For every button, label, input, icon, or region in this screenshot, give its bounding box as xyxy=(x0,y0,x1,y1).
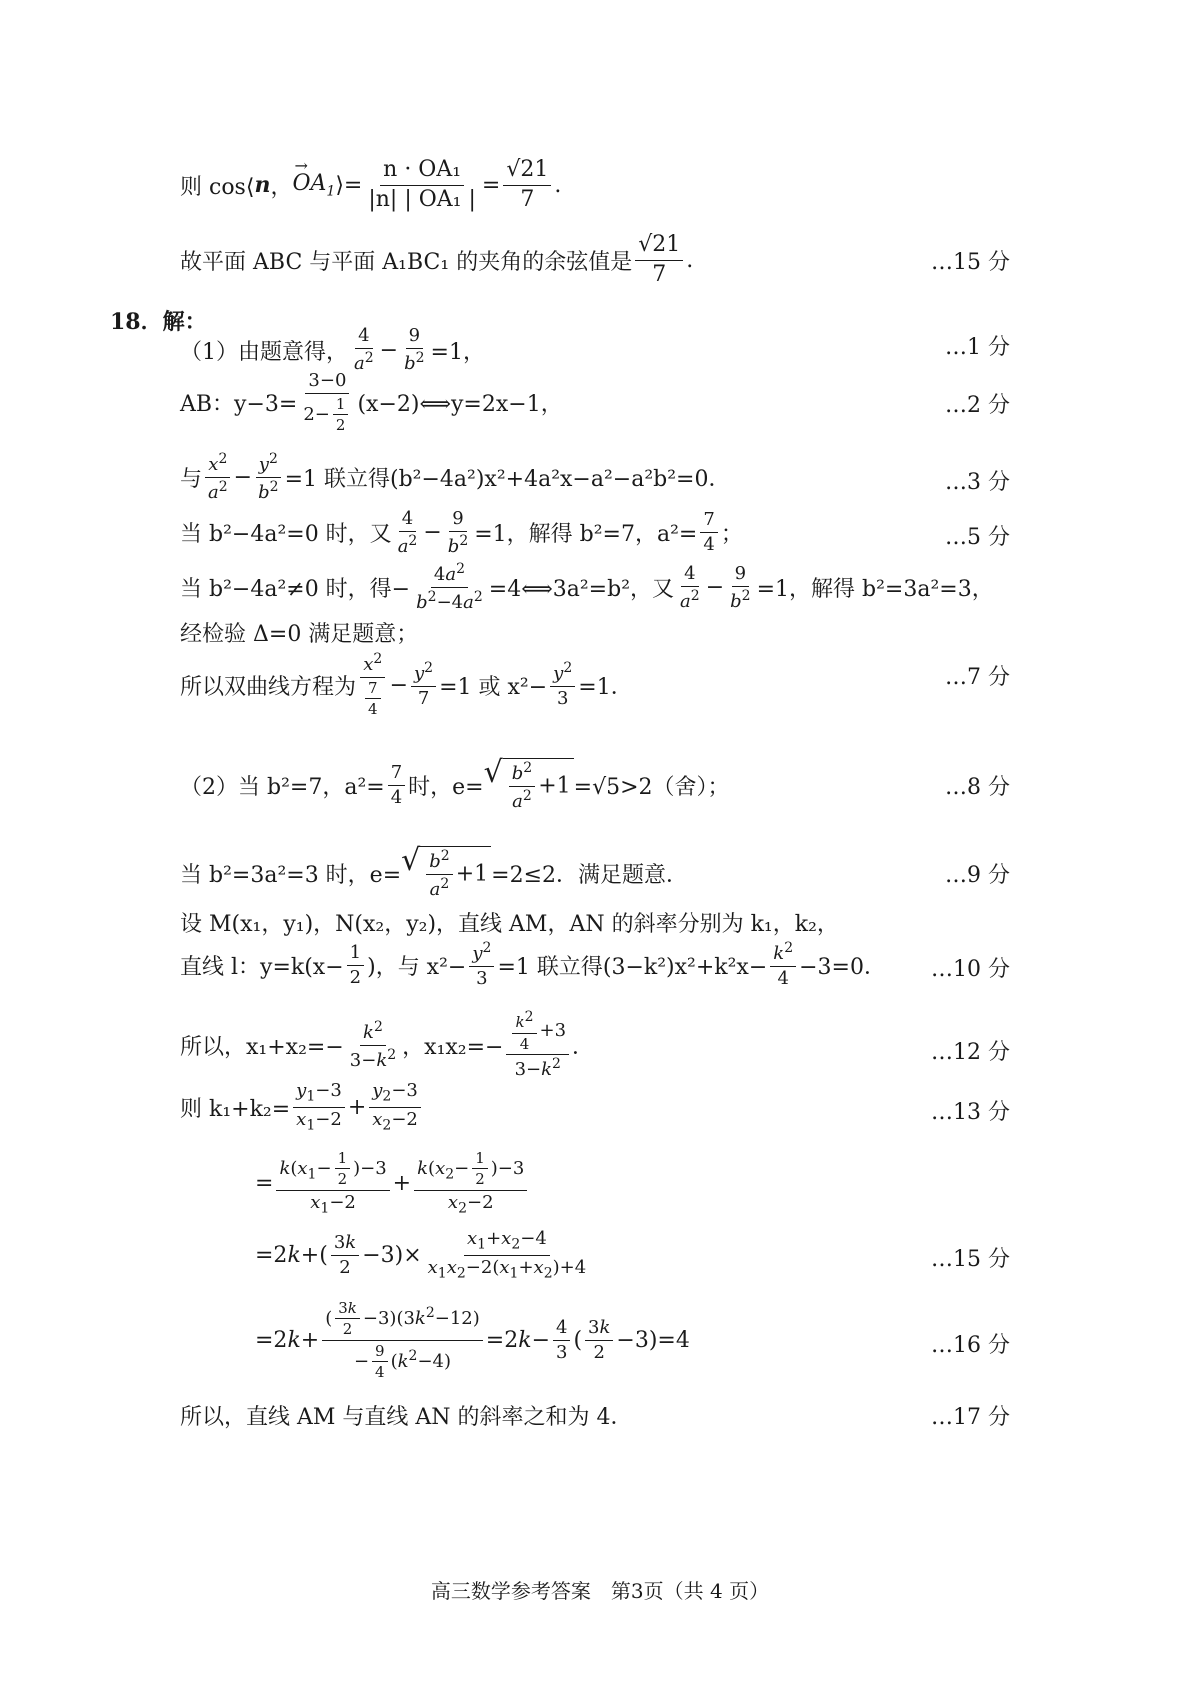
q18-title: 18．解： xyxy=(110,308,207,335)
score-15a: …15 分 xyxy=(931,250,1010,275)
conclusion-value: $\frac{√21}{7}$ xyxy=(635,233,683,286)
score-10: …10 分 xyxy=(931,957,1010,982)
line-5: 当 b²−4a²≠0 时，得− $\frac{4a^2}{b^2-4a^2}$ =4⟺3a²=b²，又 $\frac{4}{a^2}$ − $\frac{9}{b^2}$ =1，解得 b²=3a²=3， xyxy=(180,561,994,613)
line-10: 设 M(x₁，y₁)，N(x₂，y₂)，直线 AM，AN 的斜率分别为 k₁，k₂， xyxy=(180,912,839,937)
score-5: …5 分 xyxy=(945,525,1010,550)
comma: ， xyxy=(270,174,293,200)
line-4: 当 b²−4a²=0 时，又 $\frac{4}{a^2}$ − $\frac{9}{b^2}$ =1，解得 b²=7，a²= $\frac{7}{4}$ ； xyxy=(180,507,743,557)
line-11: 直线 l：y=k(x− $\frac{1}{2}$ )，与 x²− $\frac{y^2}{3}$ =1 联立得(3−k²)x²+k²x− $\frac{k^2}{4}$ −3=0． xyxy=(180,940,886,989)
score-13: …13 分 xyxy=(931,1100,1010,1125)
score-12: …12 分 xyxy=(931,1040,1010,1065)
line-1: （1）由题意得， $\frac{4}{a^2}$ − $\frac{9}{b^2}$ =1， xyxy=(180,325,485,374)
cos-result: $\frac{√21}{7}$ xyxy=(503,158,551,211)
score-2: …2 分 xyxy=(945,393,1010,418)
score-9: …9 分 xyxy=(945,863,1010,888)
score-1: …1 分 xyxy=(945,335,1010,360)
score-17: …17 分 xyxy=(931,1405,1010,1430)
line-6: 经检验 Δ=0 满足题意； xyxy=(180,622,419,647)
line-13: 则 k₁+k₂= $\frac{y_1-3}{x_1-2}$ + $\frac{y_2-3}{x_2-2}$ xyxy=(180,1078,1010,1136)
line-8: （2）当 b²=7，a²= $\frac{7}{4}$ 时，e= √ $\frac{b^2}{a^2}$ +1 =√5>2（舍）； xyxy=(180,755,730,812)
cos-formula-line: 则 cos⟨ n ， → $OA_1$ ⟩= $\frac{\text{n · OA₁}}{\text{|n| | OA₁ |}}$ = $\frac{√21}{7}$ . xyxy=(180,150,1010,220)
line-2: AB：y−3= 3−0 2− $\frac{1}{2}$ (x−2)⟺y=2x−1， xyxy=(180,370,563,435)
score-8: …8 分 xyxy=(945,775,1010,800)
line-7: 所以双曲线方程为 $\frac{x^2}{\frac{7}{4}}$ − $\frac{y^2}{7}$ =1 或 x²− $\frac{y^2}{3}$ =1． xyxy=(180,651,633,719)
score-7: …7 分 xyxy=(945,665,1010,690)
conclusion-text: 故平面 ABC 与平面 A₁BC₁ 的夹角的余弦值是 xyxy=(180,249,633,275)
cos-prefix: 则 cos⟨ xyxy=(180,174,255,200)
line-17: 所以，直线 AM 与直线 AN 的斜率之和为 4． xyxy=(180,1404,633,1430)
cos-fraction: $\frac{\text{n · OA₁}}{\text{|n| | OA₁ |}}$ xyxy=(368,157,476,212)
score-15b: …15 分 xyxy=(931,1247,1010,1272)
line-12: 所以，x₁+x₂=− $\frac{k^2}{3-k^2}$ ，x₁x₂=− $\frac{k2}{4}$ +3 $3-k^2$ ． xyxy=(180,1009,595,1081)
line-14: = $k(x_1-$ $\frac{1}{2}$ )−3 $x_1-2$ + $k(x_2-$ $\frac{1}{2}$ )−3 $x_2-2$ xyxy=(255,1148,1010,1218)
conclusion-line: 故平面 ABC 与平面 A₁BC₁ 的夹角的余弦值是 $\frac{√21}{7}$ . xyxy=(180,232,694,287)
line-15: =2k+( $\frac{3k}{2}$ −3)× $\frac{x_1+x_2-4}{x_1x_2-2(x_1+x_2)+4}$ xyxy=(255,1227,587,1282)
line-3: 与 $\frac{x^2}{a^2}$ − $\frac{y^2}{b^2}$ =1 联立得(b²−4a²)x²+4a²x−a²−a²b²=0． xyxy=(180,451,731,503)
page-footer: 高三数学参考答案 第3页（共 4 页） xyxy=(430,1579,770,1603)
line-16: =2k+ ( $\frac{3k}{2}$ $-3)(3k^2-12)$ − $\frac{9}{4}$ $(k^2-4)$ =2k− $\frac{4}{3}$ ( $\frac{3k}{2}$ −3)=4 xyxy=(255,1298,690,1381)
line-9: 当 b²=3a²=3 时，e= √ $\frac{b^2}{a^2}$ +1 =2≤2．满足题意． xyxy=(180,843,689,900)
score-3: …3 分 xyxy=(945,470,1010,495)
vector-oa1: → $OA_1$ xyxy=(292,171,335,199)
vector-n: n xyxy=(254,172,271,198)
equals: ⟩= xyxy=(335,172,363,198)
score-16: …16 分 xyxy=(931,1333,1010,1358)
